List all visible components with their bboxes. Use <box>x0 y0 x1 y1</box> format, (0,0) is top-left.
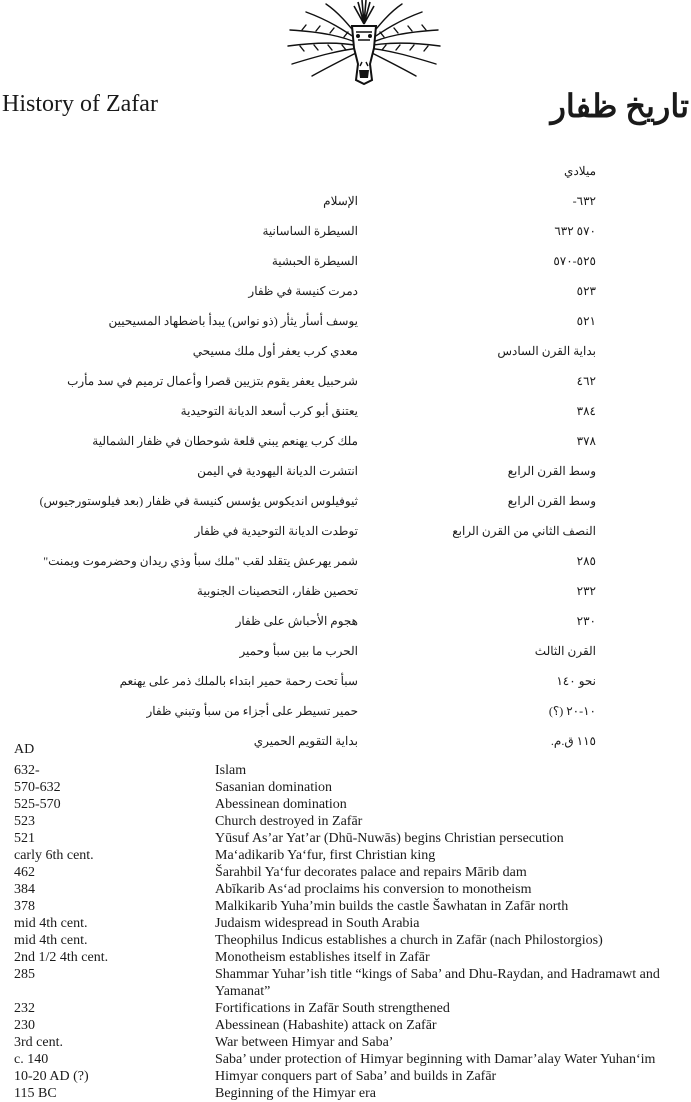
table-row <box>14 915 691 932</box>
arabic-date: ٥٢١ <box>576 314 596 328</box>
table-row <box>14 779 691 796</box>
english-event: Himyar conquers part of Saba’ and builds in Zafār <box>215 1069 497 1084</box>
table-row <box>14 881 691 898</box>
arabic-event: معدي كرب يعفر أول ملك مسيحي <box>192 344 358 358</box>
arabic-date: وسط القرن الرابع <box>507 494 596 508</box>
english-date: 378 <box>14 899 35 914</box>
arabic-date: ٢٨٥ <box>576 554 596 568</box>
table-row <box>14 966 691 1000</box>
arabic-event: السيطرة الساسانية <box>262 224 358 238</box>
english-event: War between Himyar and Saba’ <box>215 1035 394 1050</box>
arabic-date: القرن الثالث <box>534 644 596 658</box>
english-event: Judaism widespread in South Arabia <box>215 916 420 931</box>
table-row <box>14 796 691 813</box>
english-date: 523 <box>14 814 35 829</box>
arabic-date: ٣٧٨ <box>576 434 596 448</box>
table-row <box>14 1017 691 1034</box>
english-date: 2nd 1/2 4th cent. <box>14 950 109 965</box>
arabic-date: ٦٣٢- <box>572 194 596 208</box>
page-title-english: History of Zafar <box>2 91 158 117</box>
english-date: 232 <box>14 1001 35 1016</box>
arabic-event: دمرت كنيسة في ظفار <box>248 284 358 298</box>
english-event: Abessinean domination <box>215 797 347 812</box>
english-event: Šarahbil Ya‘fur decorates palace and repairs Mārib dam <box>215 865 527 880</box>
english-date: mid 4th cent. <box>14 916 88 931</box>
table-row <box>14 949 691 966</box>
arabic-event: شرحبيل يعفر يقوم بتزيين قصرا وأعمال ترميم في سد مأرب <box>67 374 358 388</box>
table-row <box>14 847 691 864</box>
arabic-date: ٥٢٥-٥٧٠ <box>553 254 596 268</box>
arabic-date: ٥٢٣ <box>576 284 596 298</box>
english-event: Fortifications in Zafār South strengthened <box>215 1001 450 1016</box>
arabic-date: ٣٨٤ <box>576 404 596 418</box>
arabic-event: تحصين ظفار، التحصينات الجنوبية <box>196 584 358 598</box>
english-date: 521 <box>14 831 35 846</box>
arabic-event: هجوم الأحباش على ظفار <box>235 614 358 628</box>
english-event: Yūsuf As’ar Yat’ar (Dhū-Nuwās) begins Christian persecution <box>215 831 564 846</box>
arabic-event: سبأ تحت رحمة حمير ابتداء بالملك ذمر على يهنعم <box>119 674 358 688</box>
english-event: Church destroyed in Zafār <box>215 814 363 829</box>
english-date: c. 140 <box>14 1052 49 1067</box>
english-event: Malkikarib Yuha’min builds the castle Šawhatan in Zafār north <box>215 899 569 914</box>
arabic-date: ٢٣٢ <box>576 584 596 598</box>
table-row <box>14 1034 691 1051</box>
english-date: 10-20 AD (?) <box>14 1069 89 1084</box>
arabic-event: السيطرة الحبشية <box>271 254 358 268</box>
english-event: Ma‘adikarib Ya‘fur, first Christian king <box>215 848 436 863</box>
arabic-event: ثيوفيلوس اندیکوس یؤسس کنیسة في ظفار (بعد فيلوستورجيوس) <box>39 494 358 508</box>
ibex-head-emblem-icon <box>282 0 446 92</box>
arabic-date: النصف الثاني من القرن الرابع <box>452 524 596 538</box>
english-date: 462 <box>14 865 35 880</box>
english-event: Monotheism establishes itself in Zafār <box>215 950 430 965</box>
arabic-date: نحو ١٤٠ <box>556 674 596 688</box>
arabic-event: حمير تسيطر على أجزاء من سبأ وتبني ظفار <box>146 704 358 718</box>
arabic-event: توطدت الديانة التوحيدية في ظفار <box>194 524 358 538</box>
english-date: 384 <box>14 882 35 897</box>
english-timeline-table <box>14 762 691 1102</box>
english-date: 570-632 <box>14 780 61 795</box>
table-row <box>14 830 691 847</box>
table-row <box>14 813 691 830</box>
table-row <box>14 898 691 915</box>
table-row <box>14 762 691 779</box>
table-row <box>14 1085 691 1102</box>
arabic-date: ١٠-٢٠ (؟) <box>548 704 596 718</box>
arabic-column-header: ميلادي <box>564 164 596 178</box>
arabic-event: ملك كرب يهنعم يبني قلعة شوحطان في ظفار الشمالية <box>92 434 358 448</box>
english-date: 285 <box>14 967 35 982</box>
arabic-event: انتشرت الديانة اليهودية في اليمن <box>197 464 358 478</box>
arabic-event: الإسلام <box>323 194 358 208</box>
arabic-date: ١١٥ ق.م. <box>550 734 596 748</box>
arabic-date: ٤٦٢ <box>576 374 596 388</box>
english-date: 230 <box>14 1018 35 1033</box>
table-row <box>14 1000 691 1017</box>
arabic-date: وسط القرن الرابع <box>507 464 596 478</box>
arabic-event: يوسف أسأر يثأر (ذو نواس) يبدأ باضطهاد المسيحيين <box>108 314 358 328</box>
english-date: 3rd cent. <box>14 1035 63 1050</box>
page-title-arabic: تاريخ ظفار <box>550 88 689 124</box>
english-event: Abessinean (Habashite) attack on Zafār <box>215 1018 437 1033</box>
english-event: Sasanian domination <box>215 780 333 795</box>
arabic-event: الحرب ما بين سبأ وحمير <box>239 644 358 658</box>
english-event: Saba’ under protection of Himyar beginning with Damar’alay Water Yuhan‘im <box>215 1052 656 1067</box>
english-column-header: AD <box>14 742 35 757</box>
table-row <box>14 864 691 881</box>
table-row <box>14 1051 691 1068</box>
arabic-event: يعتنق أبو كرب أسعد الديانة التوحيدية <box>180 404 358 418</box>
english-date: mid 4th cent. <box>14 933 88 948</box>
english-date: 632- <box>14 763 40 778</box>
english-event: Theophilus Indicus establishes a church in Zafār (nach Philostorgios) <box>215 933 603 948</box>
english-event: Abīkarib As‘ad proclaims his conversion to monotheism <box>215 882 532 897</box>
english-event: Beginning of the Himyar era <box>215 1086 376 1101</box>
english-event: Islam <box>215 763 247 778</box>
english-event: Shammar Yuhar’ish title “kings of Saba’ and Dhu-Raydan, and Hadramawt and Yamanat” <box>215 967 660 999</box>
arabic-event: بداية التقويم الحميري <box>253 734 358 748</box>
arabic-date: ٥٧٠ ٦٣٢ <box>554 224 596 238</box>
arabic-date: بداية القرن السادس <box>497 344 596 358</box>
table-row <box>14 1068 691 1085</box>
english-date: 115 BC <box>14 1086 57 1101</box>
english-date: 525-570 <box>14 797 61 812</box>
arabic-date: ٢٣٠ <box>576 614 596 628</box>
arabic-event: شمر يهرعش يتقلد لقب "ملك سبأ وذي ريدان وحضرموت ويمنت" <box>43 554 358 568</box>
table-row <box>14 932 691 949</box>
english-date: carly 6th cent. <box>14 848 94 863</box>
